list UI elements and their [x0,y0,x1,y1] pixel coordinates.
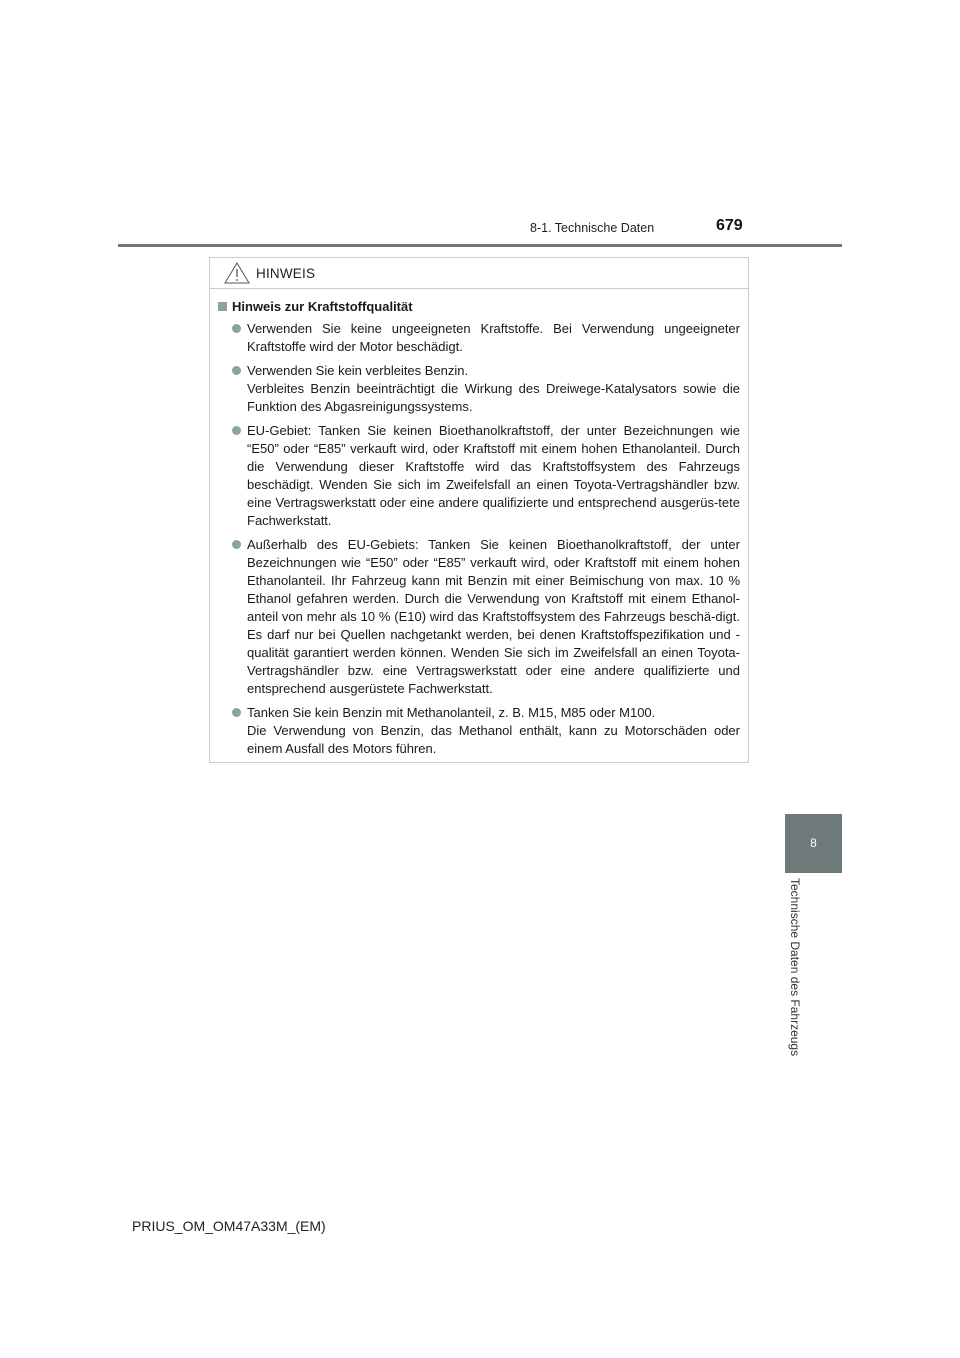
list-item-text [247,362,740,416]
list-item-text [247,320,740,356]
list-item [218,422,740,530]
note-body [210,289,748,758]
list-item [218,320,740,356]
bullet-dot-icon [232,324,241,333]
list-item-text [247,704,740,758]
list-item [218,704,740,758]
bullet-dot-icon [232,708,241,717]
note-subheading [218,299,740,314]
list-item-line: Die Verwendung von Benzin, das Methanol enthält, kann zu Motorschäden oder einem Ausfall des Motors führen. [247,723,740,756]
list-item-text [247,422,740,530]
chapter-tab [785,814,842,873]
list-item-line: Verwenden Sie keine ungeeigneten Kraftstoffe. Bei Verwendung ungeeigneter Kraftstoffe wird der Motor beschädigt. [247,321,740,354]
bullet-dot-icon [232,540,241,549]
bullet-dot-icon [232,426,241,435]
bullet-dot-icon [232,366,241,375]
chapter-title-wrap [785,878,805,1078]
note-box [209,257,749,763]
subheading-text: Hinweis zur Kraftstoffqualität [232,299,413,314]
list-item [218,362,740,416]
list-item-line: Außerhalb des EU-Gebiets: Tanken Sie keinen Bioethanolkraftstoff, der unter Bezeichnungen wie “E50” oder “E85” verkauft wird, oder Kraftstoff mit einem hohen Ethanolanteil. Ihr Fahrzeug kann mit Benzin mit einer Beimischung von max. 10 % Ethanol gefahren werden. Durch die Verwendung von Kraftstoff mit einem Ethanol-anteil von mehr als 10 % (E10) wird das Kraftstoffsystem des Fahrzeugs beschä-digt. Es darf nur bei Quellen nachgetankt werden, bei denen Kraftstoffspezifikation und -qualität garantiert werden können. Wenden Sie sich im Zweifelsfall an einen Toyota-Vertragshändler bzw. eine Vertragswerkstatt oder eine andere qualifizierte und entsprechend ausgerüstete Fachwerkstatt. [247,537,740,696]
list-item [218,536,740,698]
document-code: PRIUS_OM_OM47A33M_(EM) [132,1218,326,1234]
page-number: 679 [716,217,743,234]
list-item-line: Verbleites Benzin beeinträchtigt die Wirkung des Dreiwege-Katalysators sowie die Funktion des Abgasreinigungssystems. [247,381,740,414]
list-item-line: EU-Gebiet: Tanken Sie keinen Bioethanolkraftstoff, der unter Bezeichnungen wie “E50” oder “E85” verkauft wird, oder Kraftstoff mit einem hohen Ethanolanteil. Durch die Verwendung dieser Kraftstoffe wird das Kraftstoffsystem des Fahrzeugs beschädigt. Wenden Sie sich im Zweifelsfall an einen Toyota-Vertragshändler bzw. eine Vertragswerkstatt oder eine andere qualifizierte und entsprechend ausgerüs-tete Fachwerkstatt. [247,423,740,528]
list-item-text [247,536,740,698]
chapter-title: Technische Daten des Fahrzeugs [788,878,802,1057]
warning-triangle-icon [224,262,250,284]
header-section-title: 8-1. Technische Daten [530,221,655,235]
chapter-number: 8 [810,836,817,850]
note-header [210,258,748,289]
header-rule [118,244,842,247]
list-item-line: Verwenden Sie kein verbleites Benzin. [247,363,469,378]
list-item-line: Tanken Sie kein Benzin mit Methanolanteil, z. B. M15, M85 oder M100. [247,705,656,720]
square-bullet-icon [218,302,227,311]
note-title: HINWEIS [256,265,316,281]
note-items [218,320,740,758]
